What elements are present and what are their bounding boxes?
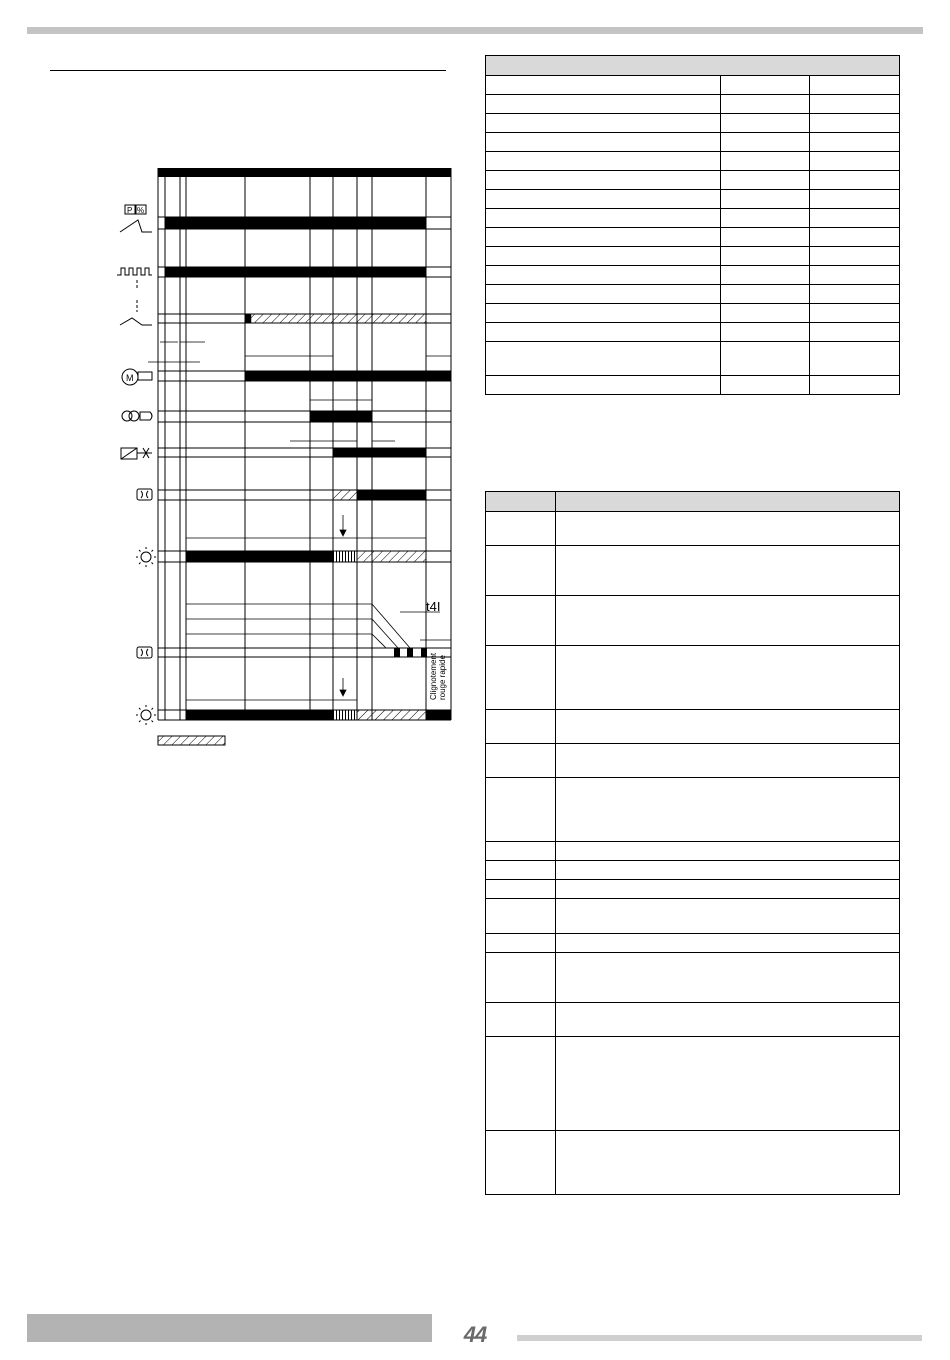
table-row: [486, 546, 900, 596]
lockout-lines: [186, 604, 451, 648]
footer-bar-left: [27, 1314, 432, 1342]
table-row: [486, 209, 900, 228]
indicator-lamp-icon: [137, 647, 152, 658]
legend-hatched-swatch: [158, 736, 225, 745]
signal-bar: [165, 267, 426, 277]
table-row: [486, 744, 900, 778]
table-row: [486, 778, 900, 842]
row-thermostat: [158, 314, 451, 323]
page-number: 44: [463, 1322, 487, 1347]
table-row: [486, 171, 900, 190]
thermostat-contact-icon: [120, 300, 152, 325]
table-row: [486, 842, 900, 861]
table-row: [486, 114, 900, 133]
timing-arrows-1: [148, 342, 451, 362]
parameters-table: [485, 55, 900, 395]
gas-valve-icon: [121, 448, 152, 459]
table-row: [486, 342, 900, 376]
row-lamp-1: [158, 490, 451, 500]
table-row: [486, 596, 900, 646]
table-row: [486, 934, 900, 953]
row-gas-valve: [158, 448, 451, 457]
table-row: [486, 1131, 900, 1195]
row-flame-signal: [158, 267, 451, 277]
table-row: [486, 285, 900, 304]
status-light-icon: [136, 705, 156, 725]
table-row: [486, 1037, 900, 1131]
signal-bar: [165, 217, 426, 229]
indicator-lamp-icon: [137, 489, 152, 500]
codes-table: [485, 491, 900, 1195]
table-row: [486, 376, 900, 395]
signal-bar: [245, 371, 451, 381]
table-row: [486, 190, 900, 209]
table-row: [486, 953, 900, 1003]
blink-note-line2: rouge rapide: [438, 655, 447, 700]
row-status-light-1: [158, 551, 451, 562]
footer-bar-right: [517, 1335, 922, 1341]
signal-bar: [310, 411, 372, 422]
signal-bar: [333, 448, 426, 457]
signal-bar: [186, 551, 333, 562]
flame-signal-icon: [117, 268, 152, 290]
blink-note-line1: Clignotement: [429, 652, 438, 700]
timing-diagram: [0, 0, 470, 760]
t4-label: t4I: [426, 599, 441, 614]
table-row: [486, 228, 900, 247]
table-row: [486, 646, 900, 710]
diagram-header-band: [158, 168, 451, 177]
table-row: [486, 266, 900, 285]
hatched-bar: [251, 314, 426, 323]
table-row: [486, 152, 900, 171]
relay-letter-p: P: [127, 206, 133, 215]
table-header-row: [486, 56, 900, 76]
table-row: [486, 1003, 900, 1037]
fan-motor-icon: [122, 369, 152, 385]
table-row: [486, 133, 900, 152]
pressure-switch-icon: [120, 205, 152, 232]
signal-bar: [186, 710, 333, 720]
row-ignition: [158, 411, 451, 422]
relay-letter-percent: %: [137, 206, 145, 215]
ignition-transformer-icon: [122, 411, 152, 421]
table-row: [486, 95, 900, 114]
signal-bar: [357, 490, 426, 500]
row-lamp-2: [158, 648, 451, 657]
table-row: [486, 76, 900, 95]
table-row: [486, 247, 900, 266]
table-header-row: [486, 492, 900, 512]
motor-letter: M: [126, 373, 134, 383]
table-row: [486, 512, 900, 546]
row-status-light-2: [158, 710, 451, 720]
table-row: [486, 899, 900, 934]
row-fan-motor: [158, 371, 451, 381]
table-row: [486, 323, 900, 342]
table-row: [486, 304, 900, 323]
status-light-icon: [136, 547, 156, 567]
table-row: [486, 710, 900, 744]
table-row: [486, 880, 900, 899]
table-row: [486, 861, 900, 880]
row-pressure-switch: [158, 217, 451, 229]
phase-lines: [158, 168, 451, 720]
